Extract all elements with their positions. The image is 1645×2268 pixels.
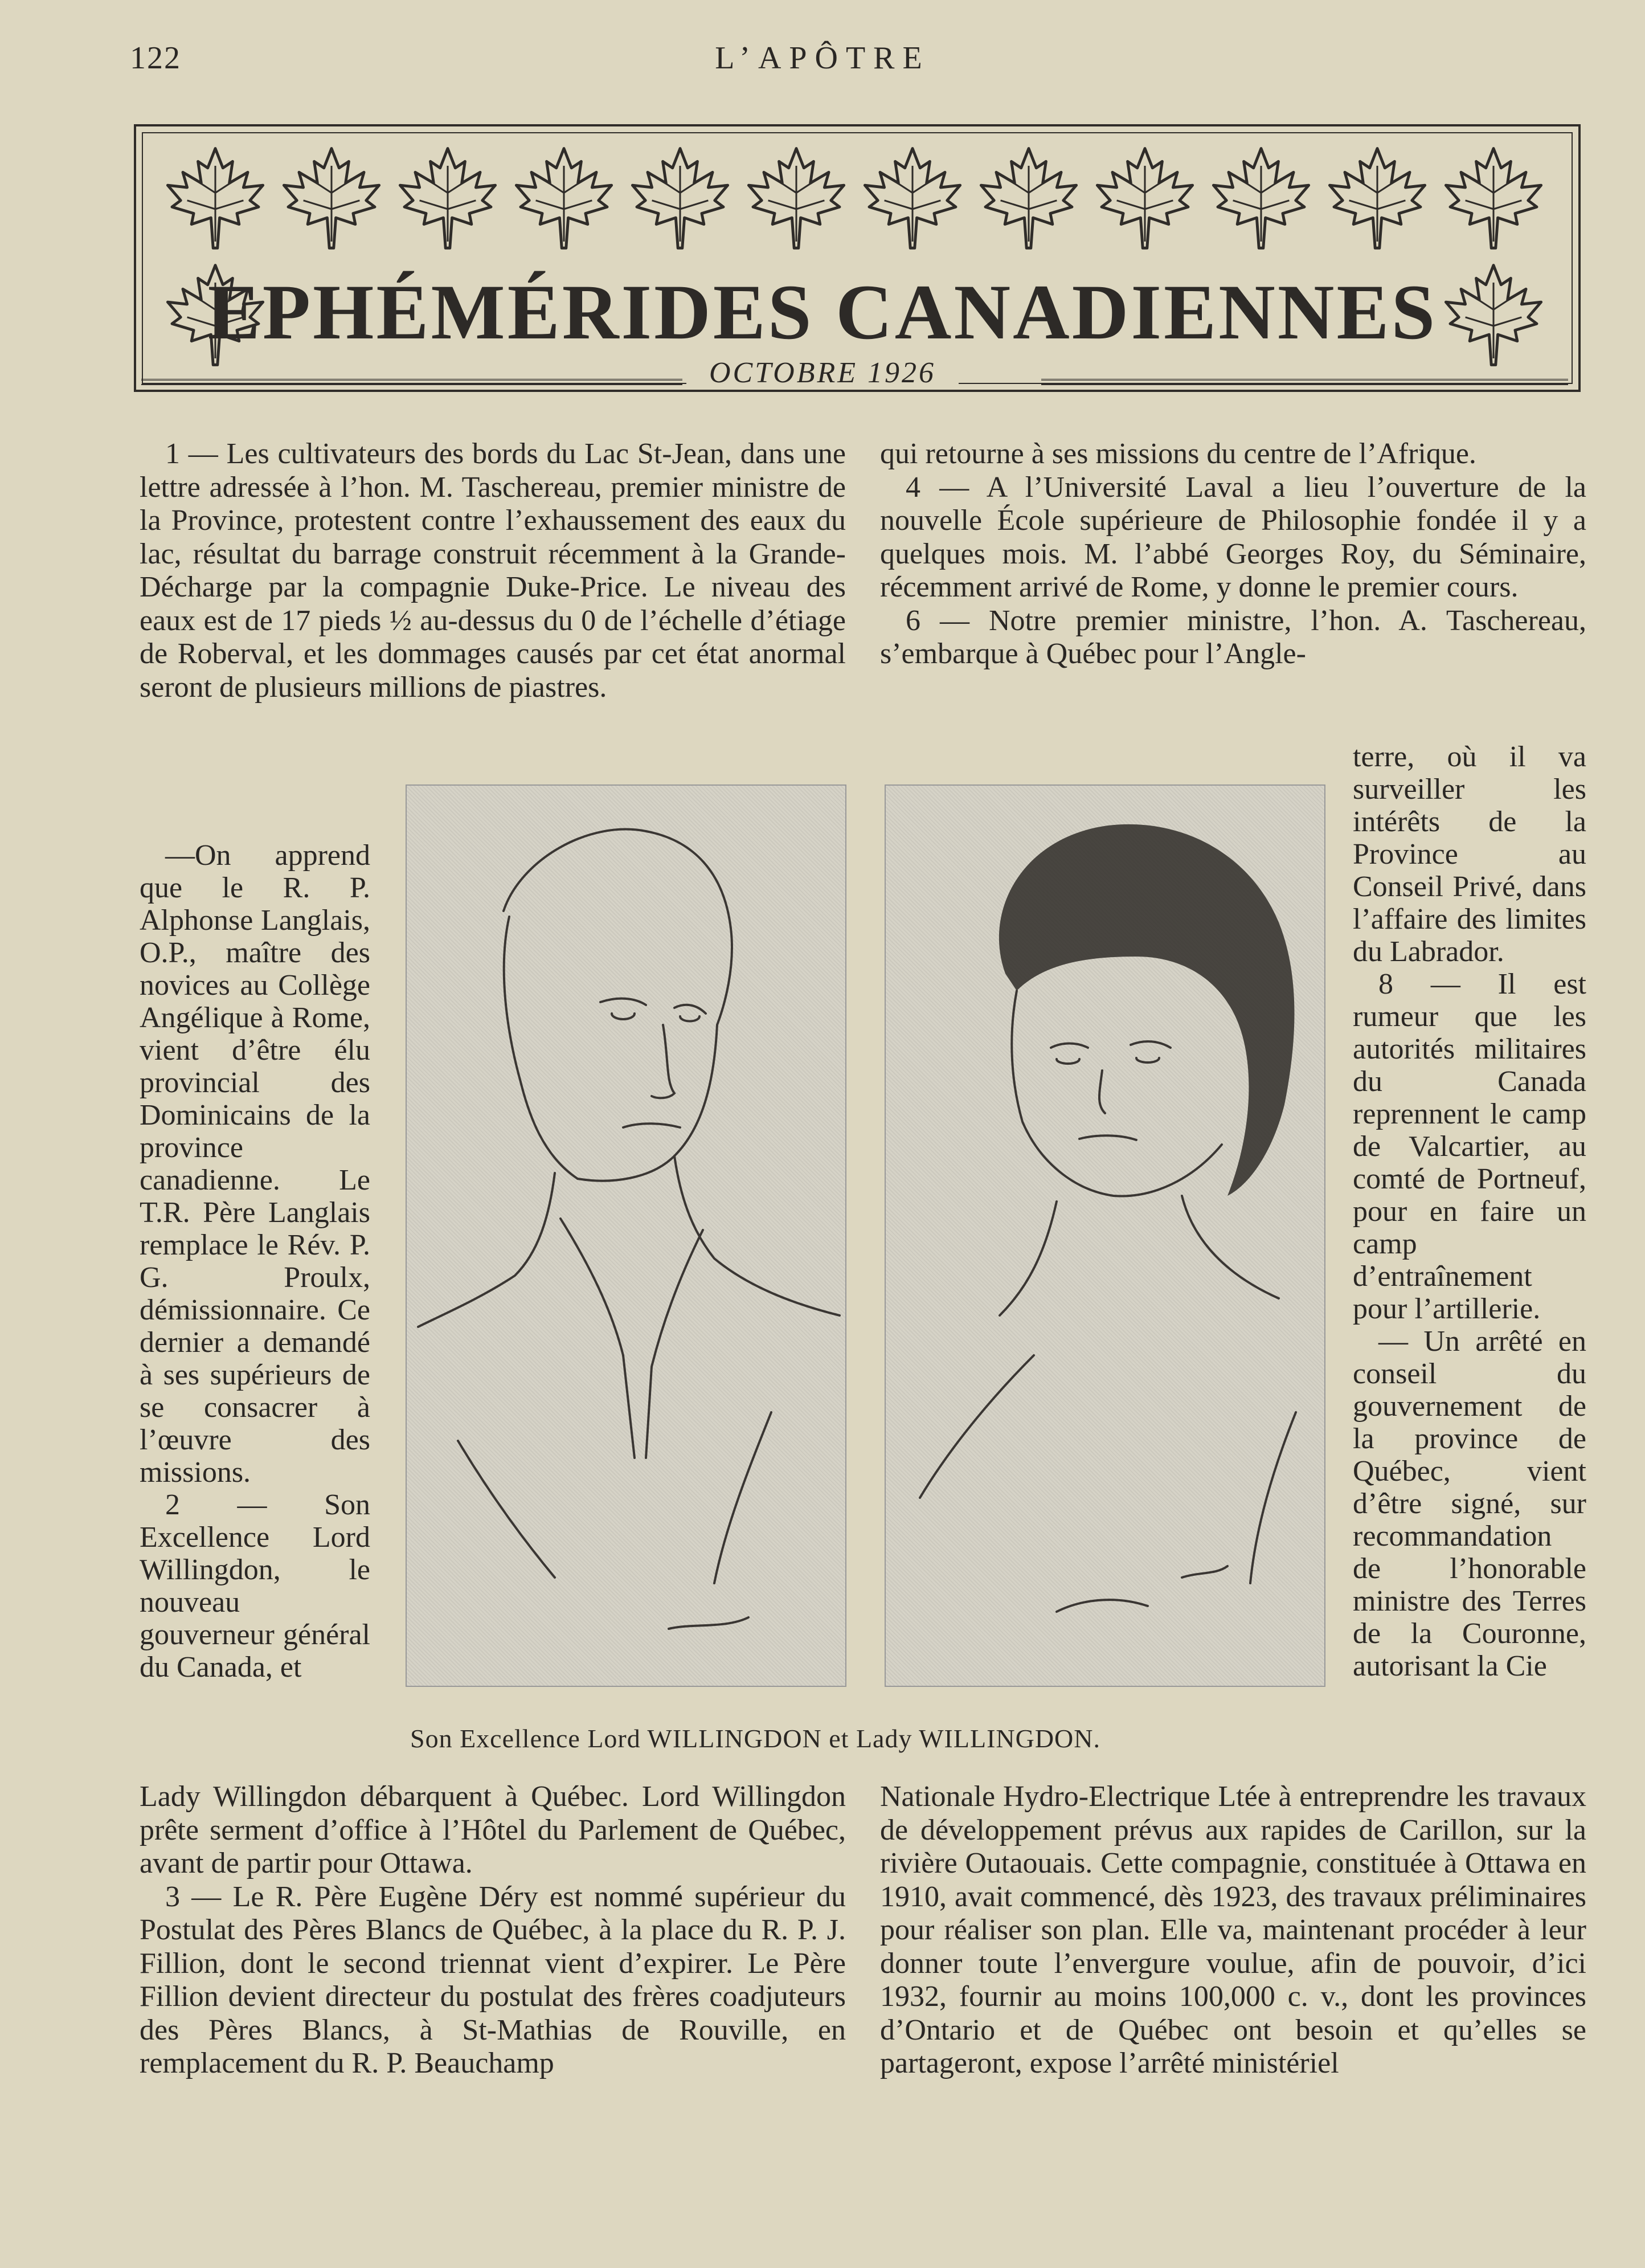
entry-carillon: — Un arrêté en conseil du gouvernement de la province de Québec, vient d’être signé, sur recommandation de l’honorable ministre des Terres de la Couronne, autorisant la Cie xyxy=(1353,1325,1586,1682)
maple-leaf-icon xyxy=(510,144,618,252)
entry-oct-6-cont: terre, où il va surveiller les intérêts de la Province au Conseil Privé, dans l’affaire des limites du Labrador. xyxy=(1353,741,1586,968)
maple-leaf-icon xyxy=(858,144,967,252)
maple-leaf-icon xyxy=(1323,144,1431,252)
article-column-1-bottom xyxy=(140,1780,846,2081)
article-column-2-bottom xyxy=(880,1780,1586,2081)
maple-leaf-icon xyxy=(975,144,1083,252)
article-column-2-top xyxy=(880,438,1586,671)
portrait-lady-willingdon xyxy=(885,784,1325,1687)
entry-oct-3: 3 — Le R. Père Eugène Déry est nommé supérieur du Postulat des Pères Blancs de Québec, à la place du R. P. J. Fillion, dont le second triennat vient d’expirer. Le Père Fillion devient directeur du postulat des frères coadjuteurs des Pères Blancs, à St-Mathias de Rouville, en remplacement du R. P. Beauchamp xyxy=(140,1880,846,2079)
maple-leaf-icon xyxy=(1207,144,1315,252)
entry-oct-8: 8 — Il est rumeur que les autorités militaires du Canada reprennent le camp de Valcartier, au comté de Portneuf, pour en faire un camp d’entraînement pour l’artillerie. xyxy=(1353,968,1586,1325)
section-date: OCTOBRE 1926 xyxy=(686,356,959,390)
entry-oct-1: 1 — Les cultivateurs des bords du Lac St-Jean, dans une lettre adressée à l’hon. M. Taschereau, premier ministre de la Province, protestent contre l’exhaussement des eaux du lac, résultat du barrage construit récemment à la Grande-Décharge par la compagnie Duke-Price. Le niveau des eaux est de 17 pieds ½ au-dessus du 0 de l’échelle d’étiage de Roberval, et les dommages causés par cet état anormal seront de plusieurs millions de piastres. xyxy=(140,438,846,704)
article-column-1-narrow xyxy=(140,839,370,1683)
entry-oct-6: 6 — Notre premier ministre, l’hon. A. Taschereau, s’embarque à Québec pour l’Angle- xyxy=(880,604,1586,670)
maple-leaf-icon xyxy=(161,144,269,252)
section-title: EPHÉMÉRIDES CANADIENNES xyxy=(207,268,1438,355)
maple-leaf-icon xyxy=(1439,144,1548,252)
entry-oct-2-cont: Lady Willingdon débarquent à Québec. Lord Willingdon prête serment d’office à l’Hôtel du Parlement de Québec, avant de partir pour Ottawa. xyxy=(140,1780,846,1879)
maple-leaf-icon xyxy=(626,144,734,252)
journal-title: L’APÔTRE xyxy=(715,40,930,76)
maple-leaf-icon xyxy=(277,144,386,252)
entry-oct-3-cont: qui retourne à ses missions du centre de l’Afrique. xyxy=(880,438,1476,470)
maple-leaf-icon xyxy=(394,144,502,252)
photo-caption: Son Excellence Lord WILLINGDON et Lady WILLINGDON. xyxy=(410,1724,1100,1753)
article-column-1-top xyxy=(140,438,846,704)
portrait-lord-willingdon xyxy=(406,784,846,1687)
entry-oct-2: 2 — Son Excellence Lord Willingdon, le nouveau gouverneur général du Canada, et xyxy=(140,1489,370,1683)
maple-leaf-icon xyxy=(1091,144,1199,252)
page-number: 122 xyxy=(130,40,181,76)
article-column-2-narrow xyxy=(1353,741,1586,1682)
maple-leaf-icon xyxy=(742,144,850,252)
entry-langlais: —On apprend que le R. P. Alphonse Langlais, O.P., maître des novices au Collège Angélique à Rome, vient d’être élu provincial des Dominicains de la province canadienne. Le T.R. Père Langlais remplace le Rév. P. G. Proulx, démissionnaire. Ce dernier a demandé à ses supérieurs de se consacrer à l’œuvre des missions. xyxy=(140,839,370,1489)
entry-carillon-cont: Nationale Hydro-Electrique Ltée à entreprendre les travaux de développement prévus aux rapides de Carillon, sur la rivière Outaouais. Cette compagnie, constituée à Ottawa en 1910, avait commencé, dès 1923, des travaux préliminaires pour réaliser son plan. Elle va, maintenant procéder à leur donner toute l’envergure voulue, afin de pouvoir, d’ici 1932, fournir au moins 100,000 c. v., dont les provinces d’Ontario et de Québec ont besoin et qu’elles se partageront, expose l’arrêté ministériel xyxy=(880,1780,1586,2079)
entry-oct-4: 4 — A l’Université Laval a lieu l’ouverture de la nouvelle École supérieure de Philosophie fondée il y a quelques mois. M. l’abbé Georges Roy, du Séminaire, récemment arrivé de Rome, y donne le premier cours. xyxy=(880,471,1586,603)
